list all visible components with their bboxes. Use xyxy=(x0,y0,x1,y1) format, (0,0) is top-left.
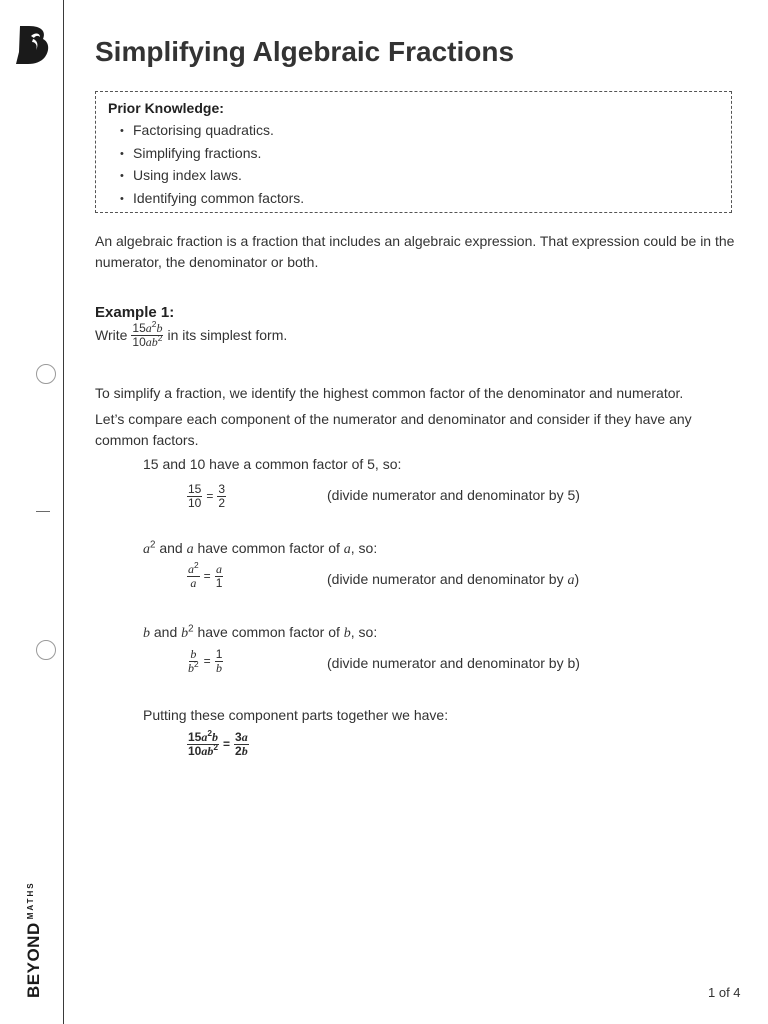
step-equation xyxy=(187,648,223,674)
step-equation xyxy=(187,483,226,509)
list-item: • Factorising quadratics. xyxy=(120,120,719,143)
step-text: Putting these component parts together we have: xyxy=(143,707,449,723)
explanation-paragraph: To simplify a fraction, we identify the highest common factor of the denominator and numerator. xyxy=(95,385,684,401)
prior-knowledge-box xyxy=(95,91,732,213)
list-item: • Identifying common factors. xyxy=(120,188,719,211)
simplest-form-text: in its simplest form. xyxy=(167,326,288,343)
equals-sign: = xyxy=(223,737,231,752)
step-note: (divide numerator and denominator by a) xyxy=(327,571,580,588)
final-equation xyxy=(187,728,249,758)
beyond-logo-icon xyxy=(16,26,50,64)
page-number: 1 of 4 xyxy=(708,985,741,1000)
margin-rule xyxy=(63,0,64,1024)
equals-sign: = xyxy=(203,569,211,584)
step-text: $a^2$ and a have common factor of a, so: xyxy=(143,539,378,557)
step-equation xyxy=(187,560,223,590)
list-item: • Simplifying fractions. xyxy=(120,143,719,166)
brand-name: BEYOND xyxy=(24,922,43,998)
prior-knowledge-list xyxy=(108,120,719,210)
fraction: $\frac{3a}{2b}$ xyxy=(235,730,248,758)
list-item: • Using index laws. xyxy=(120,165,719,188)
fraction: $\frac{15}{10}$ xyxy=(188,482,202,510)
prior-knowledge-heading: Prior Knowledge: xyxy=(108,100,224,116)
example-prompt xyxy=(95,319,735,349)
fraction: $\frac{1}{b}$ xyxy=(215,647,223,675)
example-heading: Example 1: xyxy=(95,304,175,321)
step-text: 15 and 10 have a common factor of 5, so: xyxy=(143,456,402,472)
fraction-numerator: $15a^2b$ xyxy=(132,319,163,335)
fraction: $\frac{b}{b^2}$ xyxy=(188,647,199,675)
punch-hole-marker xyxy=(36,640,56,660)
punch-hole-marker xyxy=(36,364,56,384)
write-word: Write xyxy=(95,326,128,343)
step-note: (divide numerator and denominator by 5) xyxy=(327,487,580,503)
step-note: (divide numerator and denominator by b) xyxy=(327,655,580,671)
step-text: b and $b^2$ have common factor of b, so: xyxy=(143,623,378,641)
equals-sign: = xyxy=(203,654,211,669)
brand-logo xyxy=(24,881,44,998)
fraction: $\frac{15a^2b}{10ab^2}$ xyxy=(188,728,219,758)
example-fraction xyxy=(131,319,163,349)
fraction: $\frac{a}{1}$ xyxy=(215,562,223,590)
fraction: $\frac{a^2}{a}$ xyxy=(188,560,199,590)
fraction: $\frac{3}{2}$ xyxy=(218,482,226,510)
page-title: Simplifying Algebraic Fractions xyxy=(95,36,515,67)
fold-mark xyxy=(36,511,50,512)
intro-paragraph: An algebraic fraction is a fraction that includes an algebraic expression. That expression could be in the numerator, the denominator or both. xyxy=(95,233,735,270)
fraction-denominator: $10ab^2$ xyxy=(132,332,163,349)
brand-sub: MATHS xyxy=(26,881,35,920)
equals-sign: = xyxy=(206,489,214,504)
explanation-paragraph: Let’s compare each component of the numerator and denominator and consider if they have any common factors. xyxy=(95,411,692,448)
